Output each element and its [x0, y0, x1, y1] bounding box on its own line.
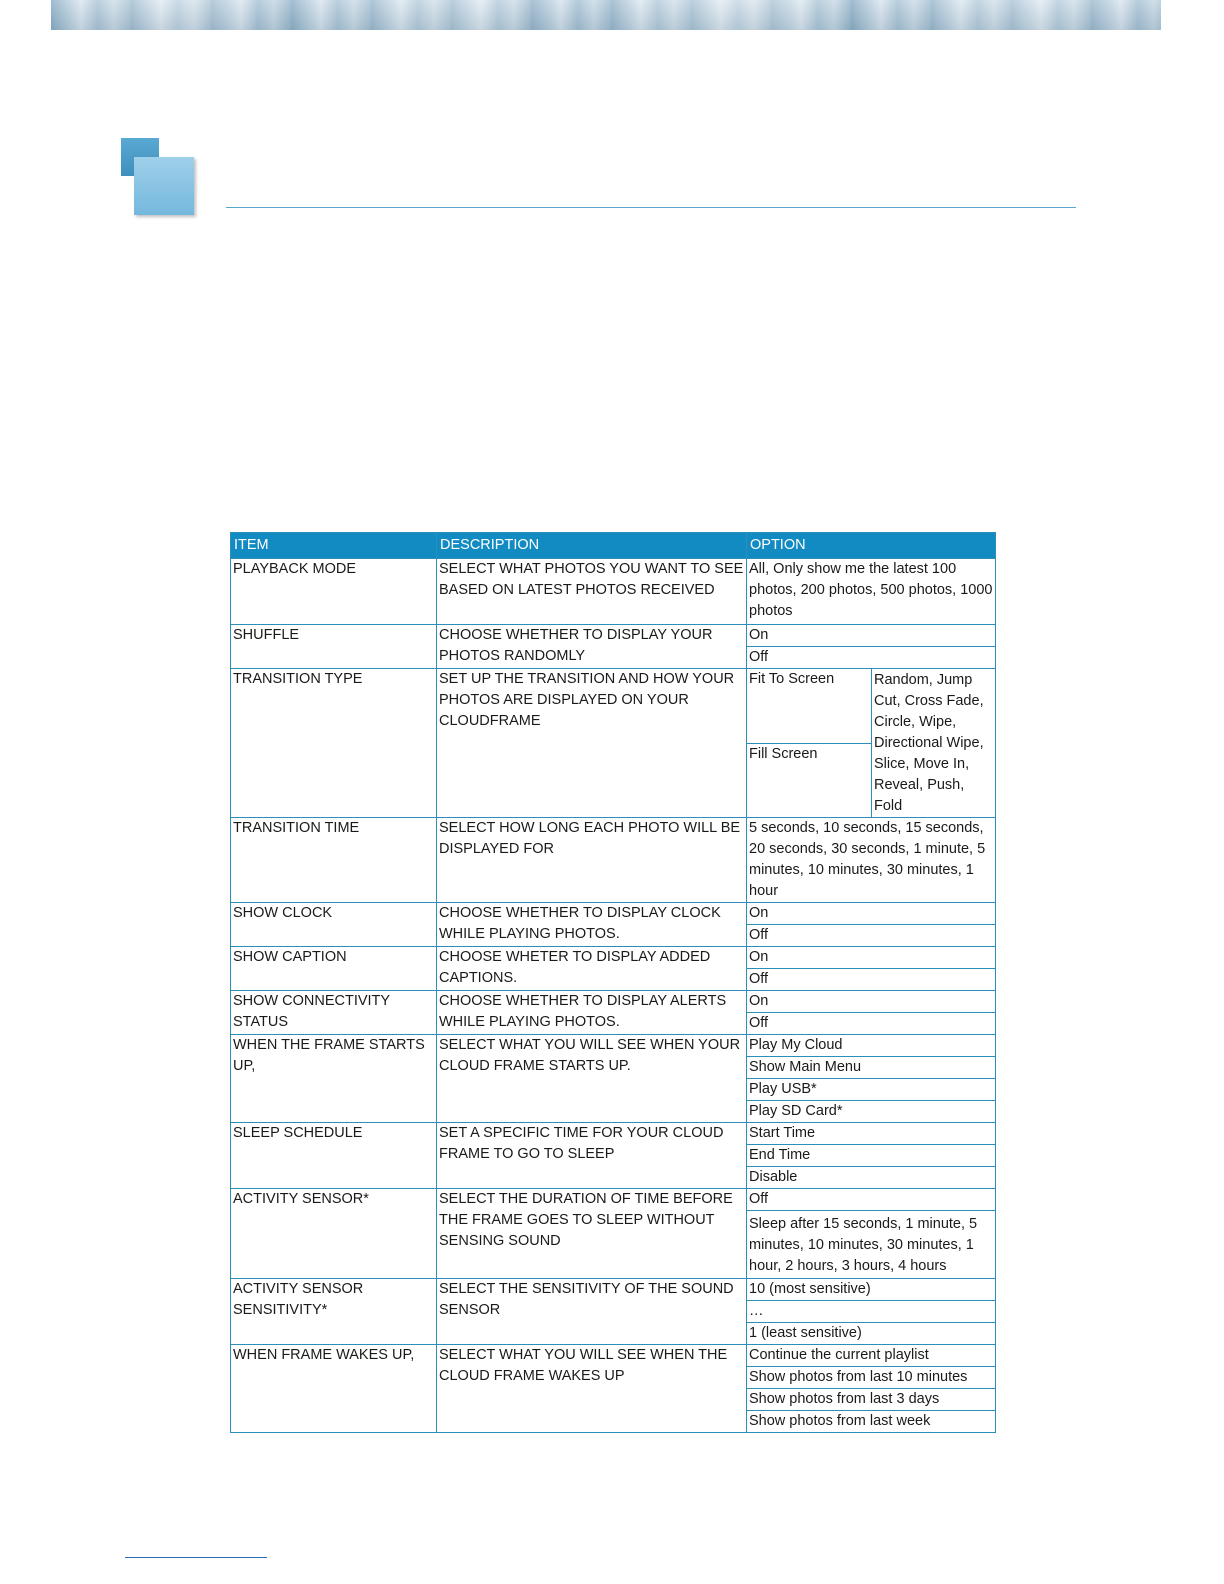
row-item: SHOW CLOCK	[231, 903, 437, 947]
row-option: Play My Cloud	[747, 1035, 996, 1057]
table-row	[231, 1345, 996, 1367]
row-option: 5 seconds, 10 seconds, 15 seconds, 20 seconds, 30 seconds, 1 minute, 5 minutes, 10 minutes, 30 minutes, 1 hour	[747, 818, 996, 903]
row-option: Show photos from last week	[747, 1411, 996, 1433]
row-option: Show Main Menu	[747, 1057, 996, 1079]
row-item: ACTIVITY SENSOR*	[231, 1189, 437, 1279]
row-item: ACTIVITY SENSOR SENSITIVITY*	[231, 1279, 437, 1345]
row-option: Continue the current playlist	[747, 1345, 996, 1367]
row-item: SHOW CONNECTIVITY STATUS	[231, 991, 437, 1035]
row-option: Off	[747, 925, 996, 947]
row-description: SET UP THE TRANSITION AND HOW YOUR PHOTOS ARE DISPLAYED ON YOUR CLOUDFRAME	[437, 669, 747, 818]
table-row	[231, 818, 996, 903]
header-option: OPTION	[747, 533, 996, 559]
table-row	[231, 991, 996, 1013]
row-option: On	[747, 903, 996, 925]
table-row	[231, 1279, 996, 1301]
row-item: WHEN FRAME WAKES UP,	[231, 1345, 437, 1433]
row-description: SELECT HOW LONG EACH PHOTO WILL BE DISPLAYED FOR	[437, 818, 747, 903]
row-option: Play USB*	[747, 1079, 996, 1101]
section-icon-front-square	[134, 157, 194, 215]
row-option: On	[747, 947, 996, 969]
row-option: Disable	[747, 1167, 996, 1189]
row-description: CHOOSE WHETHER TO DISPLAY CLOCK WHILE PLAYING PHOTOS.	[437, 903, 747, 947]
row-description: SELECT THE DURATION OF TIME BEFORE THE FRAME GOES TO SLEEP WITHOUT SENSING SOUND	[437, 1189, 747, 1279]
row-description: SET A SPECIFIC TIME FOR YOUR CLOUD FRAME TO GO TO SLEEP	[437, 1123, 747, 1189]
row-description: SELECT WHAT YOU WILL SEE WHEN YOUR CLOUD FRAME STARTS UP.	[437, 1035, 747, 1123]
table-row	[231, 903, 996, 925]
row-option: Start Time	[747, 1123, 996, 1145]
row-description: CHOOSE WHETHER TO DISPLAY ALERTS WHILE PLAYING PHOTOS.	[437, 991, 747, 1035]
row-option: Off	[747, 647, 996, 669]
row-item: WHEN THE FRAME STARTS UP,	[231, 1035, 437, 1123]
row-option: Play SD Card*	[747, 1101, 996, 1123]
row-item: SHUFFLE	[231, 625, 437, 669]
row-description: CHOOSE WHETHER TO DISPLAY YOUR PHOTOS RANDOMLY	[437, 625, 747, 669]
row-item: TRANSITION TIME	[231, 818, 437, 903]
row-option: …	[747, 1301, 996, 1323]
row-transition-effects: Random, Jump Cut, Cross Fade, Circle, Wipe, Directional Wipe, Slice, Move In, Reveal, Push, Fold	[872, 669, 996, 818]
table-header-row	[231, 533, 996, 559]
row-item: TRANSITION TYPE	[231, 669, 437, 818]
row-option: Off	[747, 1189, 996, 1211]
row-option: On	[747, 625, 996, 647]
table-row	[231, 625, 996, 647]
row-sub-option: Fit To Screen	[747, 669, 872, 744]
section-title-rule	[226, 207, 1076, 208]
table-row	[231, 669, 996, 744]
row-option: End Time	[747, 1145, 996, 1167]
row-sub-option: Fill Screen	[747, 743, 872, 818]
row-option: Off	[747, 969, 996, 991]
row-item: SHOW CAPTION	[231, 947, 437, 991]
header-item: ITEM	[231, 533, 437, 559]
row-option: 1 (least sensitive)	[747, 1323, 996, 1345]
row-option: All, Only show me the latest 100 photos, 200 photos, 500 photos, 1000 photos	[747, 559, 996, 625]
row-option: Show photos from last 10 minutes	[747, 1367, 996, 1389]
row-option: Show photos from last 3 days	[747, 1389, 996, 1411]
row-description: SELECT WHAT PHOTOS YOU WANT TO SEE BASED ON LATEST PHOTOS RECEIVED	[437, 559, 747, 625]
settings-table	[230, 532, 996, 1433]
row-option: 10 (most sensitive)	[747, 1279, 996, 1301]
header-description: DESCRIPTION	[437, 533, 747, 559]
row-option: Sleep after 15 seconds, 1 minute, 5 minutes, 10 minutes, 30 minutes, 1 hour, 2 hours, 3 hours, 4 hours	[747, 1211, 996, 1279]
table-row	[231, 1189, 996, 1211]
table-row	[231, 1035, 996, 1057]
table-row	[231, 947, 996, 969]
row-item: PLAYBACK MODE	[231, 559, 437, 625]
table-row	[231, 1123, 996, 1145]
footnote-separator	[125, 1557, 267, 1558]
row-item: SLEEP SCHEDULE	[231, 1123, 437, 1189]
row-option: On	[747, 991, 996, 1013]
row-description: SELECT THE SENSITIVITY OF THE SOUND SENSOR	[437, 1279, 747, 1345]
row-description: SELECT WHAT YOU WILL SEE WHEN THE CLOUD FRAME WAKES UP	[437, 1345, 747, 1433]
header-banner	[51, 0, 1161, 30]
row-option: Off	[747, 1013, 996, 1035]
row-description: CHOOSE WHETER TO DISPLAY ADDED CAPTIONS.	[437, 947, 747, 991]
table-row	[231, 559, 996, 625]
